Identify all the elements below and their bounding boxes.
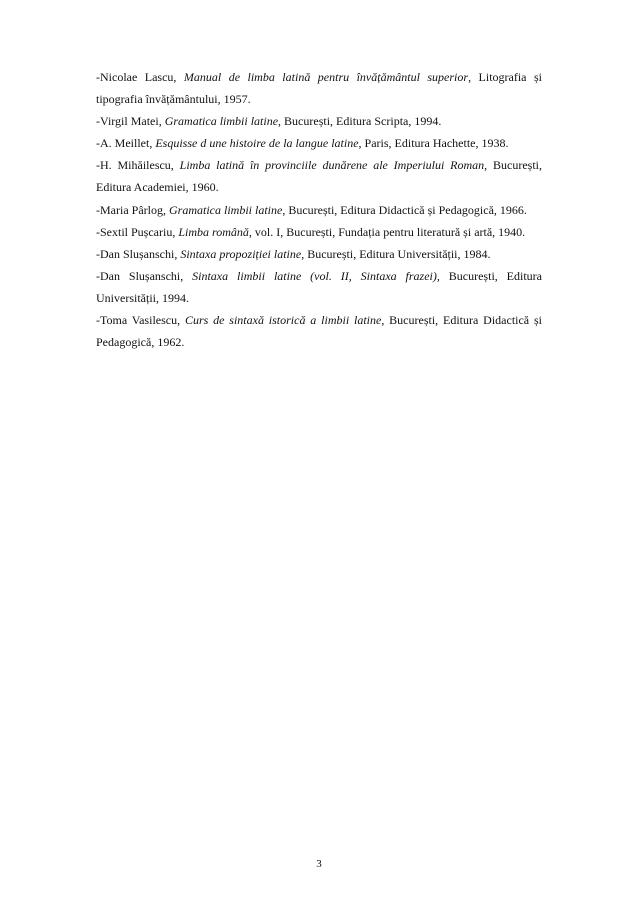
entry-title: Sintaxa propoziției latine (180, 246, 302, 261)
entry-title: Curs de sintaxă istorică a limbii latine (184, 313, 382, 328)
entry-publication: , vol. I, București, Fundația pentru literatură și artă, 1940. (248, 224, 526, 239)
page-number: 3 (316, 858, 322, 870)
bibliography-entry (96, 110, 542, 132)
entry-author: -Dan Slușanschi, (96, 268, 193, 283)
entry-author: -H. Mihăilescu, (96, 158, 180, 173)
entry-author: -Sextil Pușcariu, (96, 224, 179, 239)
entry-publication: , București, Editura Scripta, 1994. (278, 114, 442, 129)
bibliography-entry (96, 243, 542, 265)
entry-author: -Toma Vasilescu, (96, 313, 185, 328)
entry-title: Limba română (178, 224, 249, 239)
bibliography-entry (96, 199, 542, 221)
bibliography-entry (96, 221, 542, 243)
entry-author: -Dan Slușanschi, (96, 246, 181, 261)
entry-author: -A. Meillet, (96, 136, 156, 151)
entry-title: Gramatica limbii latine (168, 202, 283, 217)
entry-title: Limba latină în provinciile dunărene ale Imperiului Roman (179, 158, 485, 173)
entry-title: Gramatica limbii latine (164, 114, 279, 129)
entry-title: Manual de limba latină pentru învățământul superior (183, 70, 469, 84)
entry-author: -Nicolae Lascu, (96, 70, 184, 84)
bibliography-entry (96, 154, 542, 198)
entry-publication: , București, Editura Didactică și Pedagogică, 1962. (96, 313, 542, 350)
entry-author: -Maria Pârlog, (96, 202, 169, 217)
bibliography-entry (96, 132, 542, 154)
entry-author: -Virgil Matei, (96, 114, 165, 129)
entry-publication: , București, Editura Universității, 1984. (301, 246, 491, 261)
entry-publication: , București, Editura Academiei, 1960. (96, 158, 542, 195)
bibliography-entry (96, 265, 542, 309)
entry-publication: , Litografia și tipografia învățământului, 1957. (96, 70, 542, 107)
bibliography-list (96, 66, 542, 353)
entry-title: Esquisse d une histoire de la langue latine (155, 136, 359, 151)
entry-publication: București, Editura Universității, 1994. (96, 268, 542, 305)
bibliography-entry (96, 309, 542, 353)
entry-title: Sintaxa limbii latine (vol. II, Sintaxa frazei), (192, 268, 440, 283)
bibliography-entry (96, 66, 542, 110)
entry-publication: , Paris, Editura Hachette, 1938. (358, 136, 509, 151)
entry-publication: , București, Editura Didactică și Pedagogică, 1966. (282, 202, 527, 217)
